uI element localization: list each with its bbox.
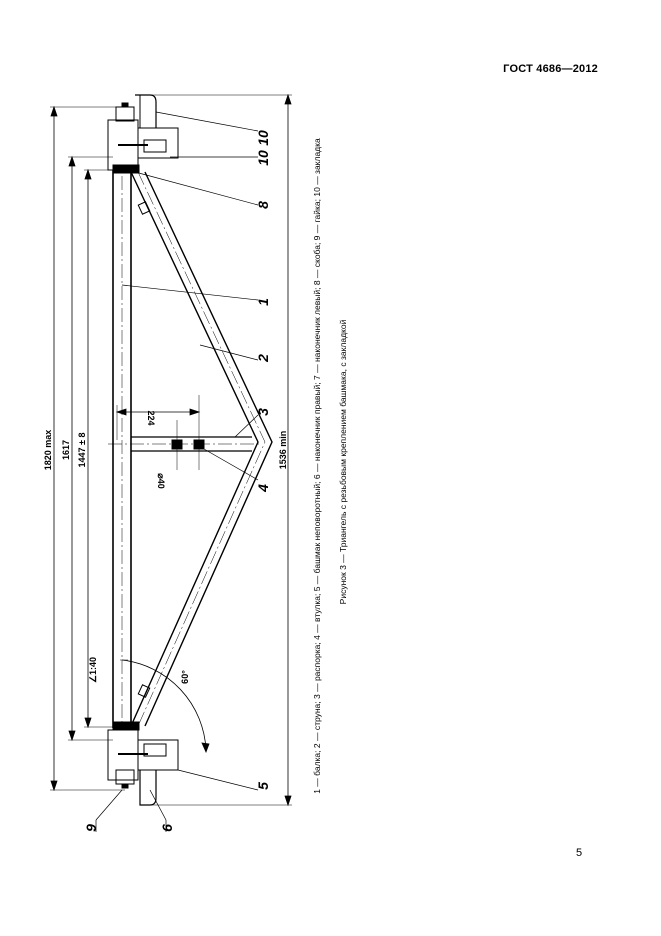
callout-2: 2 [255,354,271,362]
callout-7: 10 [255,130,271,146]
callout-8: 8 [255,201,271,209]
top-end-assembly [108,95,178,173]
callout-9: 9 [83,824,99,832]
callout-3: 3 [255,408,271,416]
dimension-1536: 1536 min [278,430,288,470]
beam [113,170,131,728]
callout-1: 1 [255,298,271,306]
figure-caption: Рисунок 3 — Триангель с резьбовым креплением башмака, с закладкой [338,319,348,605]
standard-header: ГОСТ 4686—2012 [503,63,598,75]
figure-legend: 1 — балка; 2 — струна; 3 — распорка; 4 — втулка; 5 — башмак неповоротный; 6 — наконечник правый; 7 — наконечник левый; 8 — скоба; 9 — гайка; 10 — закладка [312,138,322,794]
page-number: 5 [576,847,583,859]
dimension-overall: 1820 max [43,429,53,471]
callout-10: 10 [255,150,271,166]
callout-5: 5 [255,782,271,790]
dimension-224: 224 [146,410,156,426]
bottom-end-assembly [108,722,178,805]
dimension-1617: 1617 [61,439,71,461]
dimension-slope: ∠1:40 [88,656,98,684]
callout-4: 4 [255,484,271,492]
dimension-angle: 60° [180,670,190,684]
dimension-1447: 1447 ± 8 [77,432,87,468]
dimension-diameter: ⌀40 [156,473,166,489]
callout-6: 6 [159,824,175,832]
